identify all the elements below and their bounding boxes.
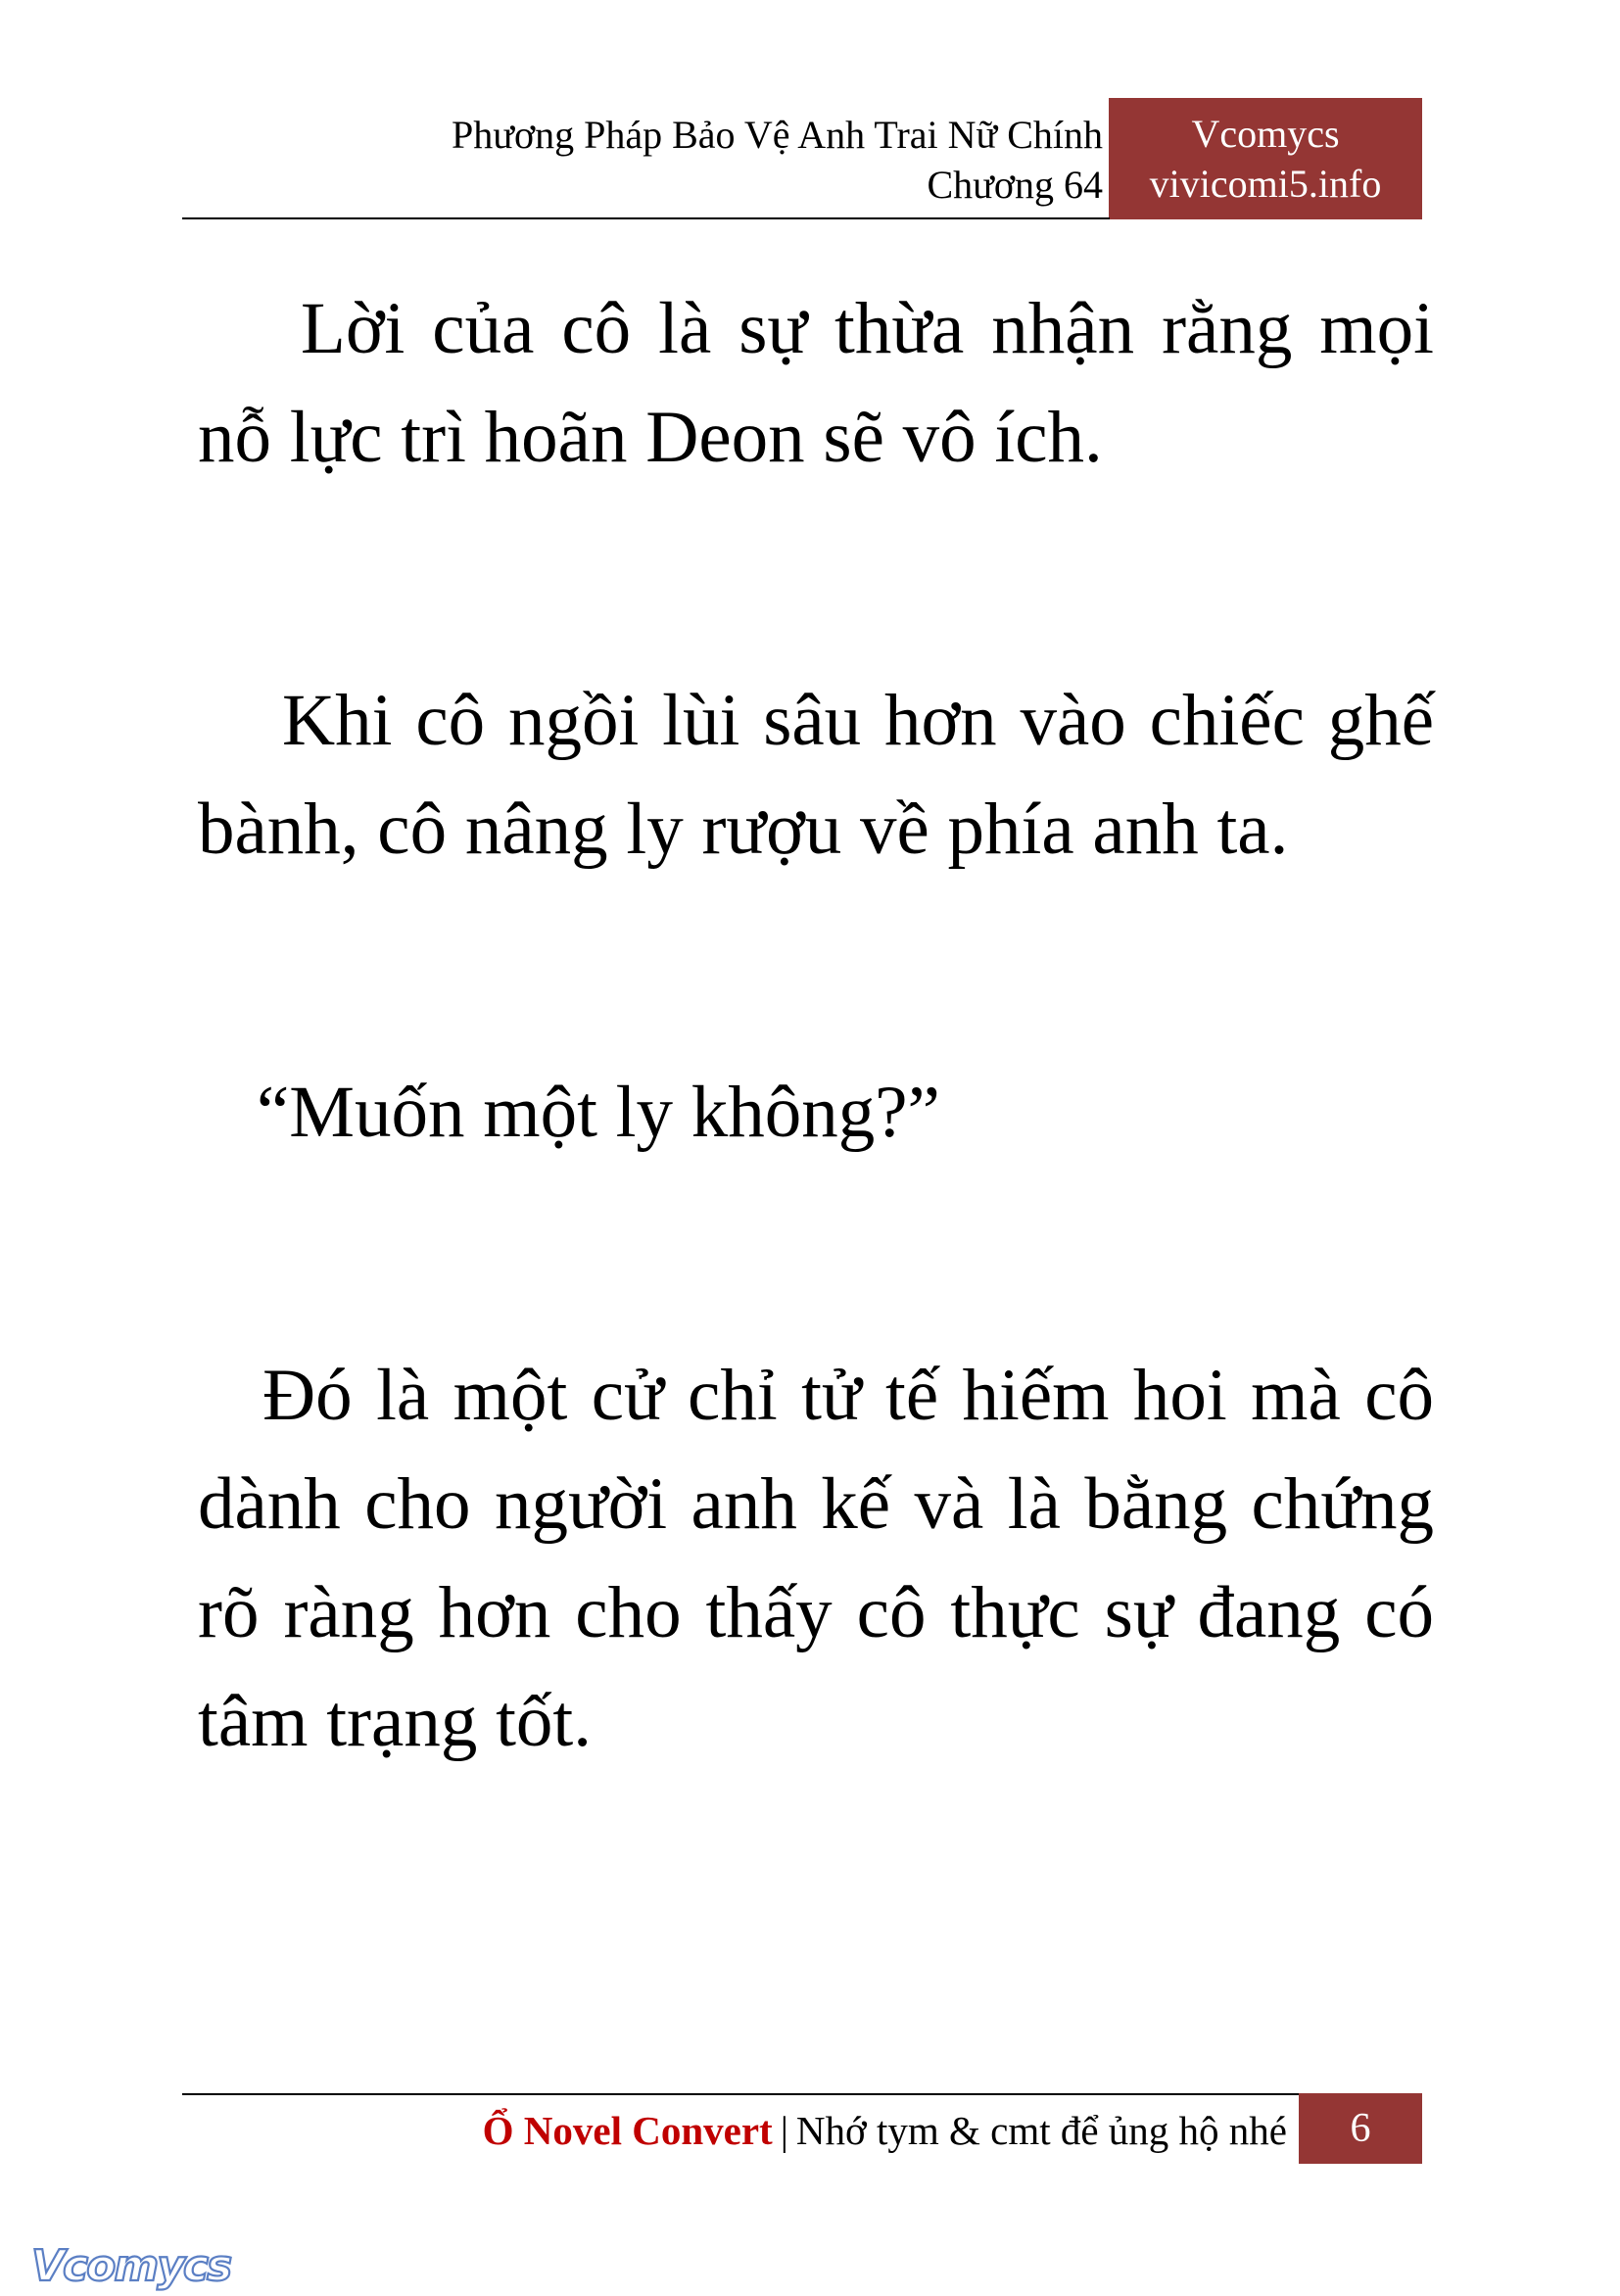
paragraph: Khi cô ngồi lùi sâu hơn vào chiếc ghế bành, cô nâng ly rượu về phía anh ta. (198, 680, 1434, 870)
watermark-logo (27, 2237, 243, 2296)
svg-text:Vcomycs: Vcomycs (31, 2241, 231, 2291)
watermark-logo-icon (27, 2237, 243, 2296)
footer-separator: | (780, 2108, 788, 2153)
site-badge (1109, 98, 1422, 219)
footer-message: Nhớ tym & cmt để ủng hộ nhé (795, 2108, 1287, 2153)
page-footer (182, 2093, 1422, 2164)
header-divider (182, 217, 1110, 219)
book-title: Phương Pháp Bảo Vệ Anh Trai Nữ Chính (452, 113, 1103, 157)
paragraph: Lời của cô là sự thừa nhận rằng mọi nỗ lực trì hoãn Deon sẽ vô ích. (198, 288, 1434, 478)
footer-brand: Ổ Novel Convert (482, 2108, 773, 2153)
paragraph-dialogue: “Muốn một ly không?” (257, 1072, 940, 1153)
page-number: 6 (1299, 2093, 1422, 2164)
footer-note (483, 2105, 1287, 2156)
chapter-label: Chương 64 (927, 163, 1103, 207)
site-url: vivicomi5.info (1149, 162, 1382, 206)
site-name: Vcomycs (1191, 112, 1340, 156)
header-titles (452, 110, 1103, 210)
paragraph: Đó là một cử chỉ tử tế hiếm hoi mà cô dành cho người anh kế và là bằng chứng rõ ràng hơn cho thấy cô thực sự đang có tâm trạng tốt. (198, 1355, 1434, 1762)
page-header (182, 98, 1422, 219)
chapter-body (198, 274, 1434, 1776)
